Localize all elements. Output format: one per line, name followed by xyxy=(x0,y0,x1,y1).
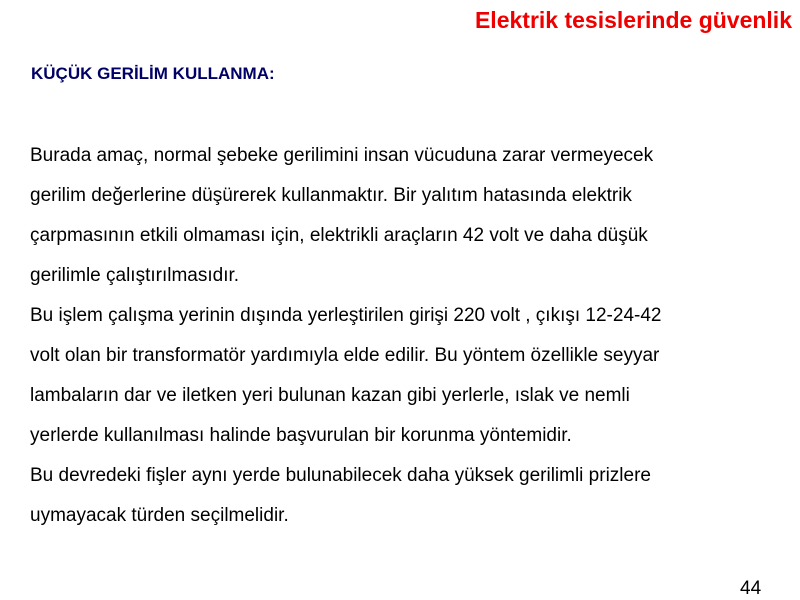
body-line: gerilimle çalıştırılmasıdır. xyxy=(30,265,240,286)
slide-title: Elektrik tesislerinde güvenlik xyxy=(474,7,792,33)
body-line: Bu işlem çalışma yerinin dışında yerleştirilen girişi 220 volt , çıkışı 12-24-42 xyxy=(30,305,662,326)
body-text xyxy=(30,136,790,536)
body-line: çarpmasının etkili olmaması için, elektrikli araçların 42 volt ve daha düşük xyxy=(30,225,648,246)
body-line: volt olan bir transformatör yardımıyla elde edilir. Bu yöntem özellikle seyyar xyxy=(30,345,660,366)
body-line: lambaların dar ve iletken yeri bulunan kazan gibi yerlerle, ıslak ve nemli xyxy=(30,385,630,406)
body-line: Burada amaç, normal şebeke gerilimini insan vücuduna zarar vermeyecek xyxy=(30,145,654,166)
body-line: yerlerde kullanılması halinde başvurulan bir korunma yöntemidir. xyxy=(30,425,572,446)
body-line: Bu devredeki fişler aynı yerde bulunabilecek daha yüksek gerilimli prizlere xyxy=(30,465,651,486)
page-number: 44 xyxy=(740,578,762,599)
body-line: gerilim değerlerine düşürerek kullanmaktır. Bir yalıtım hatasında elektrik xyxy=(30,185,632,206)
section-heading: KÜÇÜK GERİLİM KULLANMA: xyxy=(31,64,275,83)
body-line: uymayacak türden seçilmelidir. xyxy=(30,505,289,526)
